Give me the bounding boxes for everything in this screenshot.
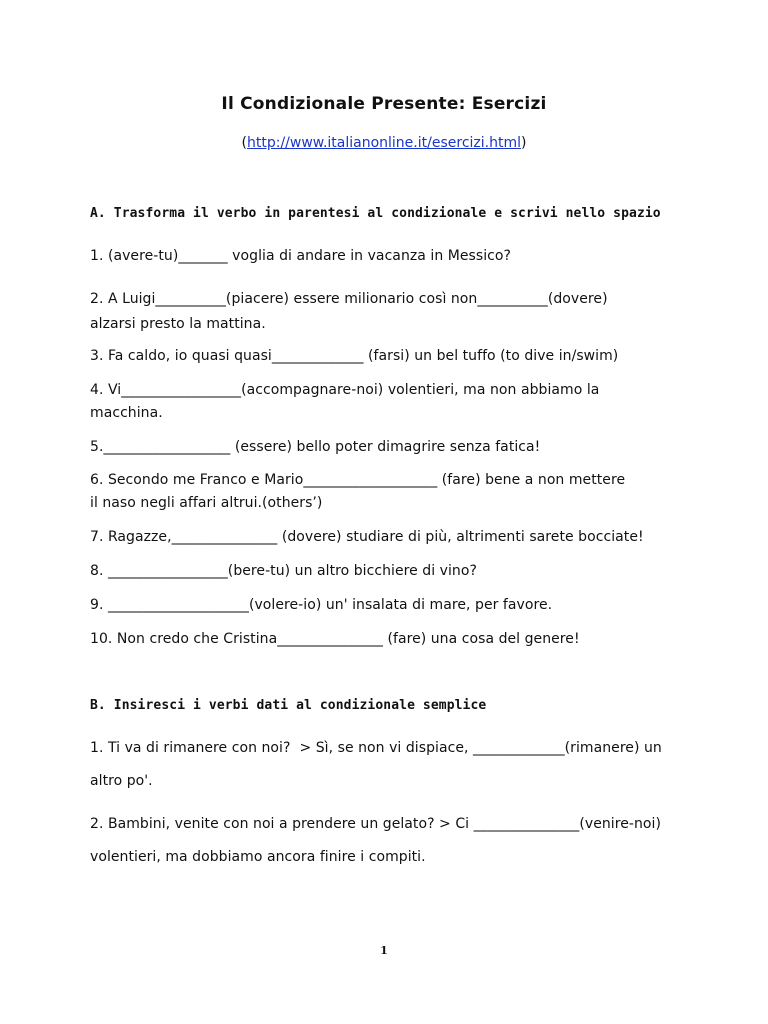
source-line [0, 135, 768, 151]
exercise-a-line: macchina. [90, 405, 163, 421]
document-title: Il Condizionale Presente: Esercizi [221, 94, 547, 114]
section-a-heading: A. Trasforma il verbo in parentesi al condizionale e scrivi nello spazio [90, 206, 661, 221]
source-close-paren: ) [520, 135, 527, 151]
exercise-a-line: 4. Vi_________________(accompagnare-noi) volentieri, ma non abbiamo la [90, 382, 600, 398]
source-open-paren: ( [241, 135, 247, 151]
exercise-a-line: 6. Secondo me Franco e Mario___________________ (fare) bene a non mettere [90, 472, 626, 488]
source-link[interactable]: http://www.italianonline.it/esercizi.html [247, 135, 521, 151]
exercise-b-line: altro po'. [90, 773, 153, 789]
exercise-b-line: volentieri, ma dobbiamo ancora finire i compiti. [90, 849, 426, 865]
exercise-a-line: 1. (avere-tu)_______ voglia di andare in vacanza in Messico? [90, 248, 512, 264]
exercise-a-line: 8. _________________(bere-tu) un altro bicchiere di vino? [90, 563, 477, 579]
exercise-a-line: 3. Fa caldo, io quasi quasi_____________ (farsi) un bel tuffo (to dive in/swim) [90, 348, 619, 364]
exercise-a-line: 2. A Luigi__________(piacere) essere milionario così non__________(dovere) [90, 291, 608, 307]
exercise-a-line: il naso negli affari altrui.(others’) [90, 495, 323, 511]
exercise-b-line: 1. Ti va di rimanere con noi? > Sì, se non vi dispiace, _____________(rimanere) un [90, 740, 662, 756]
exercise-a-line: 7. Ragazze,_______________ (dovere) studiare di più, altrimenti sarete bocciate! [90, 529, 644, 545]
exercise-a-line: 10. Non credo che Cristina_______________ (fare) una cosa del genere! [90, 631, 580, 647]
exercise-a-line: alzarsi presto la mattina. [90, 316, 266, 332]
exercise-a-line: 5.__________________ (essere) bello poter dimagrire senza fatica! [90, 439, 541, 455]
exercise-a-line: 9. ____________________(volere-io) un' insalata di mare, per favore. [90, 597, 553, 613]
page-number: 1 [380, 944, 388, 957]
exercise-b-line: 2. Bambini, venite con noi a prendere un gelato? > Ci _______________(venire-noi) [90, 816, 661, 832]
section-b-heading: B. Insiresci i verbi dati al condizionale semplice [90, 698, 487, 713]
